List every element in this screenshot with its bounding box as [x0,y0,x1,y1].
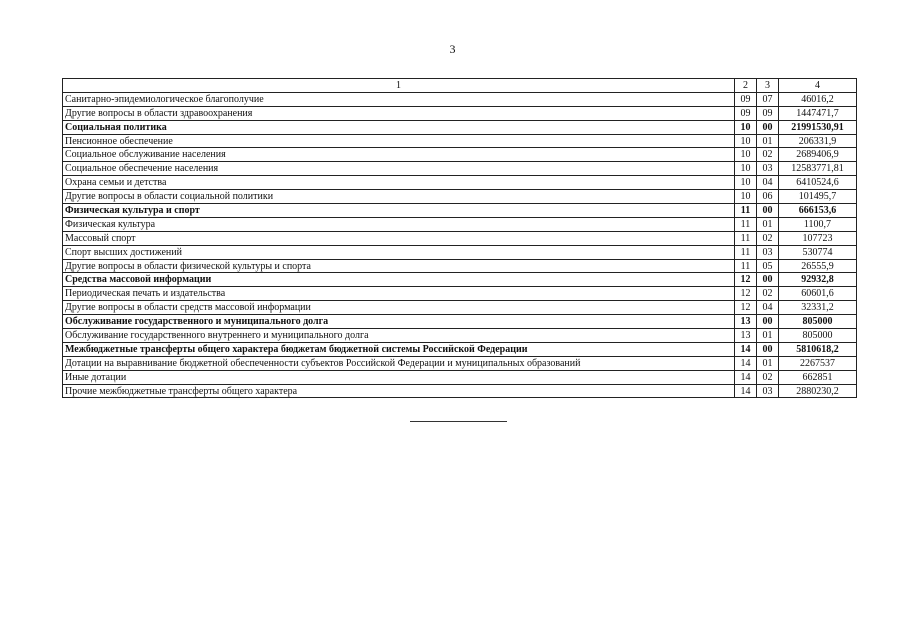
row-amount: 2880230,2 [779,384,857,398]
row-section: 12 [735,273,757,287]
row-name: Санитарно-эпидемиологическое благополучие [63,92,735,106]
row-subsection: 00 [757,204,779,218]
row-name: Обслуживание государственного внутреннего и муниципального долга [63,329,735,343]
row-section: 10 [735,190,757,204]
row-amount: 666153,6 [779,204,857,218]
row-section: 13 [735,315,757,329]
column-header-section: 2 [735,79,757,93]
row-name: Социальное обеспечение населения [63,162,735,176]
table-row [63,342,857,356]
row-amount: 92932,8 [779,273,857,287]
table-row [63,370,857,384]
row-name: Прочие межбюджетные трансферты общего характера [63,384,735,398]
row-section: 12 [735,287,757,301]
row-subsection: 02 [757,287,779,301]
row-name: Физическая культура и спорт [63,204,735,218]
row-subsection: 02 [757,370,779,384]
table-row [63,176,857,190]
row-amount: 1100,7 [779,217,857,231]
row-section: 10 [735,176,757,190]
row-subsection: 00 [757,315,779,329]
row-name: Другие вопросы в области физической культуры и спорта [63,259,735,273]
row-section: 10 [735,120,757,134]
row-section: 09 [735,106,757,120]
row-amount: 662851 [779,370,857,384]
column-header-subsection: 3 [757,79,779,93]
row-section: 10 [735,134,757,148]
row-name: Социальное обслуживание населения [63,148,735,162]
row-name: Охрана семьи и детства [63,176,735,190]
table-row [63,287,857,301]
row-name: Спорт высших достижений [63,245,735,259]
table-header-row [63,79,857,93]
row-subsection: 03 [757,245,779,259]
row-amount: 530774 [779,245,857,259]
row-subsection: 00 [757,273,779,287]
table-row [63,231,857,245]
row-name: Иные дотации [63,370,735,384]
row-amount: 32331,2 [779,301,857,315]
row-section: 11 [735,217,757,231]
table-row [63,315,857,329]
table-row [63,245,857,259]
page-number: 3 [449,42,456,56]
row-name: Межбюджетные трансферты общего характера бюджетам бюджетной системы Российской Федерации [63,342,735,356]
row-amount: 805000 [779,329,857,343]
table-row [63,273,857,287]
row-name: Дотации на выравнивание бюджетной обеспеченности субъектов Российской Федерации и муниципальных образований [63,356,735,370]
table-row [63,384,857,398]
row-subsection: 01 [757,356,779,370]
row-section: 14 [735,384,757,398]
row-section: 14 [735,370,757,384]
table-row [63,134,857,148]
row-name: Пенсионное обеспечение [63,134,735,148]
table-row [63,356,857,370]
row-amount: 60601,6 [779,287,857,301]
row-subsection: 02 [757,231,779,245]
separator-line [410,421,507,422]
row-name: Периодическая печать и издательства [63,287,735,301]
row-section: 10 [735,162,757,176]
row-section: 11 [735,204,757,218]
row-section: 14 [735,342,757,356]
row-amount: 5810618,2 [779,342,857,356]
table-row [63,148,857,162]
row-subsection: 09 [757,106,779,120]
table-row [63,120,857,134]
row-subsection: 07 [757,92,779,106]
table-row [63,217,857,231]
budget-table [62,78,857,398]
row-section: 09 [735,92,757,106]
row-name: Средства массовой информации [63,273,735,287]
row-amount: 46016,2 [779,92,857,106]
table-row [63,106,857,120]
row-amount: 107723 [779,231,857,245]
row-name: Другие вопросы в области социальной политики [63,190,735,204]
row-section: 13 [735,329,757,343]
row-subsection: 05 [757,259,779,273]
row-name: Другие вопросы в области средств массовой информации [63,301,735,315]
row-amount: 12583771,81 [779,162,857,176]
row-amount: 1447471,7 [779,106,857,120]
table-row [63,204,857,218]
row-amount: 206331,9 [779,134,857,148]
row-section: 12 [735,301,757,315]
table-row [63,301,857,315]
row-name: Физическая культура [63,217,735,231]
row-section: 11 [735,259,757,273]
row-section: 10 [735,148,757,162]
row-subsection: 04 [757,176,779,190]
row-subsection: 00 [757,342,779,356]
column-header-amount: 4 [779,79,857,93]
row-name: Социальная политика [63,120,735,134]
row-amount: 805000 [779,315,857,329]
row-amount: 6410524,6 [779,176,857,190]
row-amount: 2689406,9 [779,148,857,162]
table-row [63,259,857,273]
row-amount: 21991530,91 [779,120,857,134]
table-row [63,190,857,204]
row-subsection: 03 [757,162,779,176]
table-row [63,162,857,176]
row-section: 14 [735,356,757,370]
row-section: 11 [735,231,757,245]
row-subsection: 04 [757,301,779,315]
table-row [63,329,857,343]
row-section: 11 [735,245,757,259]
row-subsection: 03 [757,384,779,398]
row-subsection: 01 [757,134,779,148]
row-subsection: 00 [757,120,779,134]
row-subsection: 01 [757,329,779,343]
table-row [63,92,857,106]
row-subsection: 06 [757,190,779,204]
row-subsection: 02 [757,148,779,162]
row-subsection: 01 [757,217,779,231]
column-header-name: 1 [63,79,735,93]
row-amount: 101495,7 [779,190,857,204]
row-name: Массовый спорт [63,231,735,245]
row-name: Обслуживание государственного и муниципального долга [63,315,735,329]
row-name: Другие вопросы в области здравоохранения [63,106,735,120]
row-amount: 26555,9 [779,259,857,273]
row-amount: 2267537 [779,356,857,370]
